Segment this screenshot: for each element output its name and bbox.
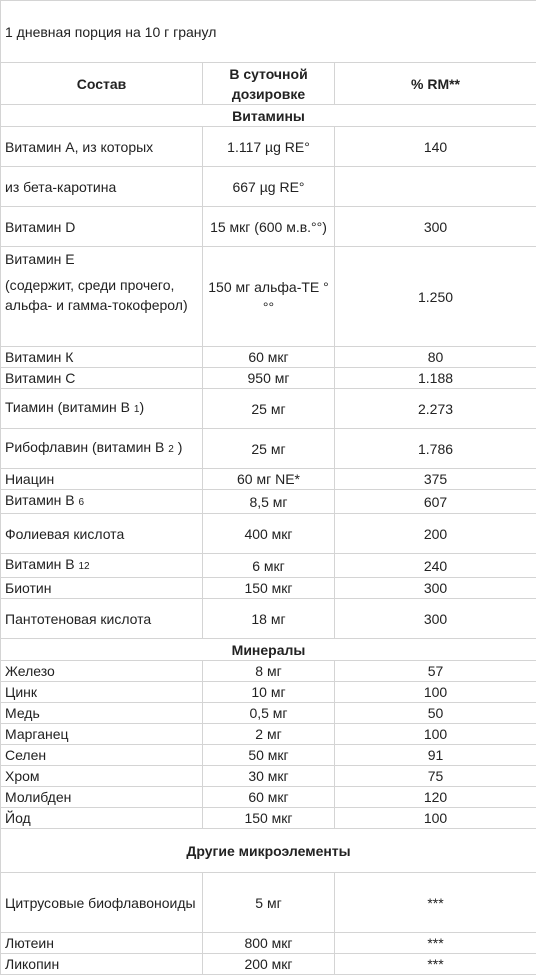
table-row (1, 808, 536, 829)
nutrient-dose: 800 мкг (203, 933, 335, 954)
table-row (1, 703, 536, 724)
nutrient-rm: 100 (335, 724, 536, 745)
nutrient-name: Ниацин (1, 469, 203, 490)
nutrient-name-cell (1, 429, 203, 469)
nutrient-name-cell (1, 554, 203, 578)
nutrient-rm: 1.786 (335, 429, 536, 469)
nutrient-name: Хром (1, 766, 203, 787)
portion-note: 1 дневная порция на 10 г гранул (1, 1, 536, 63)
nutrient-name: Рибофлавин (витамин В (5, 439, 168, 455)
nutrient-rm (335, 167, 536, 207)
nutrient-name: Витамин А, из которых (1, 127, 203, 167)
nutrient-rm: 300 (335, 578, 536, 599)
nutrient-name: Витамин К (1, 347, 203, 368)
nutrient-rm: 140 (335, 127, 536, 167)
nutrient-name: Биотин (1, 578, 203, 599)
nutrient-dose: 8 мг (203, 661, 335, 682)
table-row (1, 724, 536, 745)
section-minerals: Минералы (1, 639, 536, 661)
nutrient-name: Витамин В (5, 556, 79, 572)
nutrient-name: Витамин D (1, 207, 203, 247)
nutrient-rm: 300 (335, 207, 536, 247)
section-vitamins-row (1, 105, 536, 127)
table-row (1, 247, 536, 347)
table-row (1, 469, 536, 490)
nutrient-dose: 60 мкг (203, 787, 335, 808)
nutrient-dose: 60 мкг (203, 347, 335, 368)
table-row (1, 167, 536, 207)
table-row (1, 682, 536, 703)
table-row (1, 661, 536, 682)
table-row (1, 599, 536, 639)
nutrient-name: Витамин Е (5, 249, 198, 269)
nutrient-dose: 150 мг альфа-TE °°° (203, 247, 335, 347)
nutrient-dose: 8,5 мг (203, 490, 335, 514)
table-row (1, 490, 536, 514)
nutrient-name-end: ) (174, 439, 183, 455)
nutrient-rm: 240 (335, 554, 536, 578)
section-other: Другие микроэлементы (1, 829, 536, 873)
table-row (1, 578, 536, 599)
nutrient-name: Молибден (1, 787, 203, 808)
section-vitamins: Витамины (1, 105, 536, 127)
nutrient-rm: 120 (335, 787, 536, 808)
nutrient-dose: 150 мкг (203, 808, 335, 829)
nutrient-name: Витамин В (5, 492, 79, 508)
nutrient-rm: *** (335, 954, 536, 975)
table-row (1, 787, 536, 808)
table-row (1, 954, 536, 975)
nutrient-rm: 50 (335, 703, 536, 724)
nutrient-note: (содержит, среди прочего, альфа- и гамма-токоферол) (5, 275, 198, 315)
table-row (1, 347, 536, 368)
nutrient-dose: 400 мкг (203, 514, 335, 554)
table-row (1, 766, 536, 787)
nutrient-rm: 1.250 (335, 247, 536, 347)
nutrient-subscript: 6 (79, 497, 85, 508)
nutrient-name: Фолиевая кислота (1, 514, 203, 554)
nutrient-rm: 100 (335, 808, 536, 829)
nutrient-dose: 950 мг (203, 368, 335, 389)
nutrient-dose: 10 мг (203, 682, 335, 703)
nutrient-rm: 80 (335, 347, 536, 368)
nutrient-dose: 5 мг (203, 873, 335, 933)
table-row (1, 207, 536, 247)
nutrient-rm: 100 (335, 682, 536, 703)
nutrient-rm: 300 (335, 599, 536, 639)
nutrient-name: Цинк (1, 682, 203, 703)
nutrient-name-end: ) (139, 399, 144, 415)
table-row (1, 554, 536, 578)
nutrient-name: Селен (1, 745, 203, 766)
nutrient-name: Йод (1, 808, 203, 829)
nutrient-rm: 1.188 (335, 368, 536, 389)
section-minerals-row (1, 639, 536, 661)
nutrient-rm: 75 (335, 766, 536, 787)
header-rm: % RM** (335, 63, 536, 105)
nutrient-dose: 50 мкг (203, 745, 335, 766)
nutrient-subscript: 1 (134, 404, 140, 415)
nutrient-subscript: 2 (168, 444, 174, 455)
nutrient-name: Железо (1, 661, 203, 682)
section-other-row (1, 829, 536, 873)
nutrient-subscript: 12 (79, 561, 90, 572)
header-daily-dose: В суточной дозировке (203, 63, 335, 105)
nutrient-dose: 2 мг (203, 724, 335, 745)
nutrient-name-cell (1, 490, 203, 514)
nutrient-rm: 57 (335, 661, 536, 682)
table-row (1, 514, 536, 554)
nutrient-name: из бета-каротина (1, 167, 203, 207)
table-row (1, 745, 536, 766)
nutrient-name: Витамин С (1, 368, 203, 389)
nutrient-rm: 2.273 (335, 389, 536, 429)
nutrient-dose: 0,5 мг (203, 703, 335, 724)
nutrient-dose: 30 мкг (203, 766, 335, 787)
nutrient-name: Пантотеновая кислота (1, 599, 203, 639)
nutrient-name-cell (1, 389, 203, 429)
nutrient-dose: 25 мг (203, 429, 335, 469)
header-row (1, 63, 536, 105)
nutrient-rm: 607 (335, 490, 536, 514)
header-composition: Состав (1, 63, 203, 105)
nutrient-name: Цитрусовые биофлавоноиды (1, 873, 203, 933)
table-row (1, 389, 536, 429)
nutrient-name-cell (1, 247, 203, 347)
nutrient-rm: *** (335, 933, 536, 954)
nutrient-dose: 6 мкг (203, 554, 335, 578)
nutrient-rm: 375 (335, 469, 536, 490)
nutrient-dose: 60 мг NE* (203, 469, 335, 490)
table-row (1, 368, 536, 389)
nutrient-dose: 25 мг (203, 389, 335, 429)
table-row (1, 873, 536, 933)
portion-row (1, 1, 536, 63)
nutrient-dose: 200 мкг (203, 954, 335, 975)
table-row (1, 933, 536, 954)
nutrient-name: Ликопин (1, 954, 203, 975)
nutrient-rm: 200 (335, 514, 536, 554)
nutrient-dose: 150 мкг (203, 578, 335, 599)
nutrient-dose: 667 µg RE° (203, 167, 335, 207)
nutrient-dose: 15 мкг (600 м.в.°°) (203, 207, 335, 247)
nutrient-name: Медь (1, 703, 203, 724)
nutrient-name: Тиамин (витамин В (5, 399, 134, 415)
table-row (1, 429, 536, 469)
nutrient-rm: *** (335, 873, 536, 933)
nutrient-name: Лютеин (1, 933, 203, 954)
nutrient-name: Марганец (1, 724, 203, 745)
nutrient-dose: 18 мг (203, 599, 335, 639)
nutrient-rm: 91 (335, 745, 536, 766)
nutrient-dose: 1.117 µg RE° (203, 127, 335, 167)
table-row (1, 127, 536, 167)
